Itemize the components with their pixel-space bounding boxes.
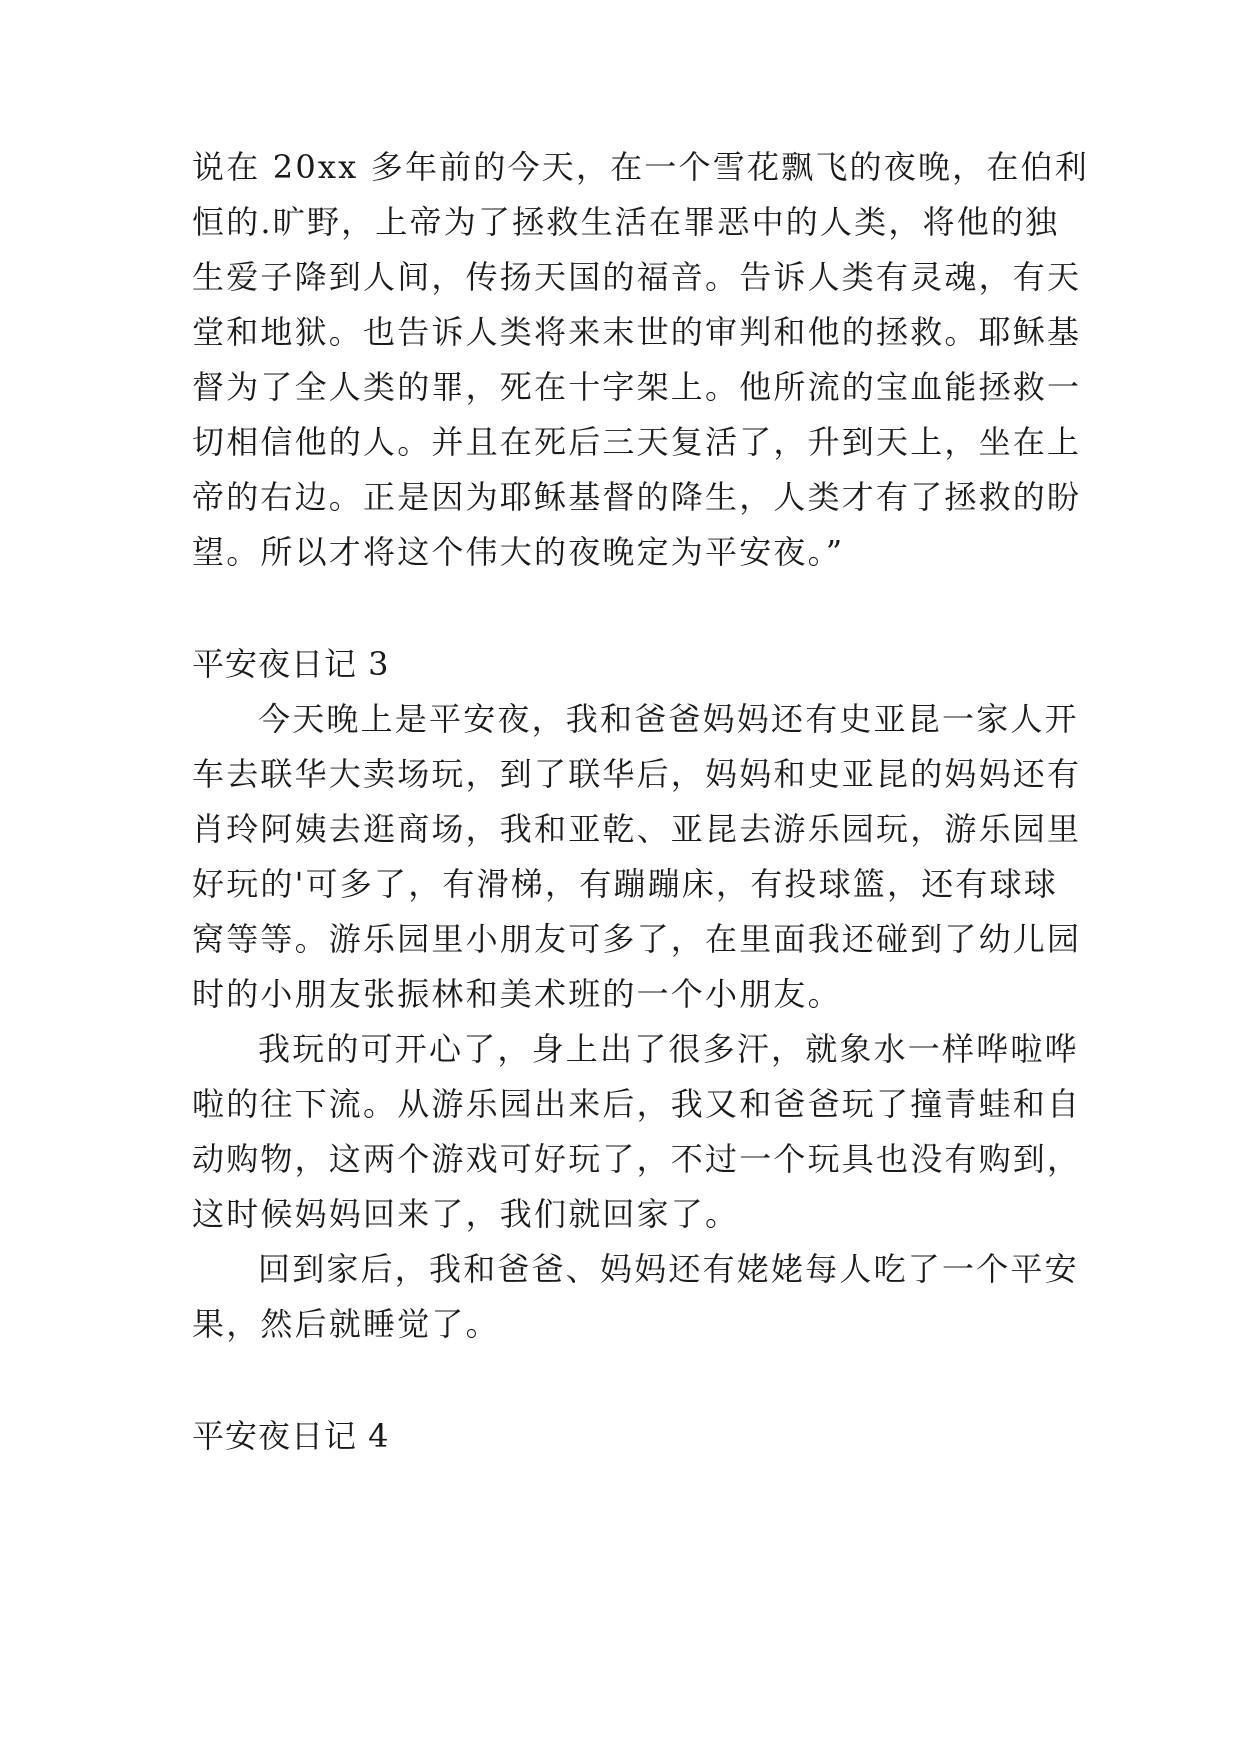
- text-line: 时的小朋友张振林和美术班的一个小朋友。: [192, 975, 842, 1013]
- text-line: 动购物，这两个游戏可好玩了，不过一个玩具也没有购到，: [192, 1140, 1082, 1178]
- text-line: 堂和地狱。也告诉人类将来末世的审判和他的拯救。耶稣基: [192, 313, 1082, 351]
- text-line: 我玩的可开心了，身上出了很多汗，就象水一样哗啦哗: [258, 1030, 1079, 1068]
- text-line: 说在 20xx 多年前的今天，在一个雪花飘飞的夜晚，在伯利: [192, 148, 1089, 186]
- text-line: 恒的.旷野，上帝为了拯救生活在罪恶中的人类，将他的独: [192, 203, 1060, 241]
- text-line: 果，然后就睡觉了。: [192, 1305, 500, 1343]
- text-line: 窝等等。游乐园里小朋友可多了，在里面我还碰到了幼儿园: [192, 920, 1082, 958]
- text-line: 生爱子降到人间，传扬天国的福音。告诉人类有灵魂，有天: [192, 258, 1082, 296]
- text-line: 切相信他的人。并且在死后三天复活了，升到天上，坐在上: [192, 423, 1082, 461]
- text-line: 帝的右边。正是因为耶稣基督的降生，人类才有了拯救的盼: [192, 478, 1082, 516]
- text-line: 今天晚上是平安夜，我和爸爸妈妈还有史亚昆一家人开: [258, 700, 1079, 738]
- text-line: 肖玲阿姨去逛商场，我和亚乾、亚昆去游乐园玩，游乐园里: [192, 810, 1082, 848]
- text-line: 好玩的'可多了，有滑梯，有蹦蹦床，有投球篮，还有球球: [192, 865, 1058, 903]
- text-line: 这时候妈妈回来了，我们就回家了。: [192, 1195, 740, 1233]
- text-line: 车去联华大卖场玩，到了联华后，妈妈和史亚昆的妈妈还有: [192, 755, 1082, 793]
- text-line: 回到家后，我和爸爸、妈妈还有姥姥每人吃了一个平安: [258, 1250, 1079, 1288]
- text-line: 啦的往下流。从游乐园出来后，我又和爸爸玩了撞青蛙和自: [192, 1085, 1082, 1123]
- text-line: 望。所以才将这个伟大的夜晚定为平安夜。”: [192, 533, 845, 571]
- section-heading: 平安夜日记 3: [192, 645, 390, 683]
- section-heading: 平安夜日记 4: [192, 1417, 390, 1455]
- text-line: 督为了全人类的罪，死在十字架上。他所流的宝血能拯救一: [192, 368, 1082, 406]
